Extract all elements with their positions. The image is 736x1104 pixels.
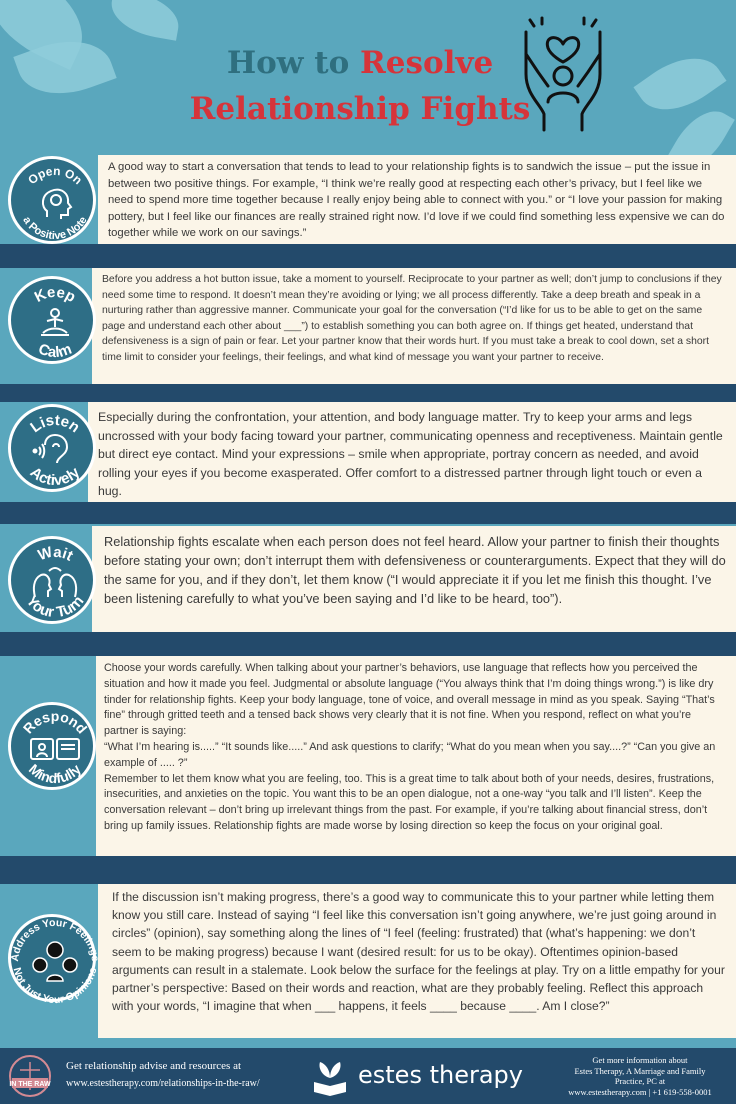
head-brain-icon bbox=[43, 190, 71, 219]
section-badge bbox=[8, 914, 102, 1007]
section-label-top: Respond bbox=[19, 707, 91, 737]
svg-text:Your Turn bbox=[23, 593, 88, 621]
section-card bbox=[96, 656, 736, 856]
chat-people-icon bbox=[31, 739, 79, 759]
section-body: If the discussion isn’t making progress, there’s a good way to communicate this to your partner while letting them know you still care. Instead of saying “I feel like this conversation isn’t going anywhere, we’re just going around in circles” (opinion), say something along the lines of “I feel (feeling: frustrated) that (what’s happening: we don’t seem to be making progress) because I want (desired result: for us to be okay). Oftentimes opinion-based arguments can result in a stalemate. Look below the surface for the feelings at play. Try on a little empathy for your partner’s perspective: Based on their words and reaction, what are they probably feeling. Reflect this approach with your words, “I imagine that when ___ happens, it feels ____ because ____. Am I close?” bbox=[112, 890, 725, 1014]
section-badge bbox=[8, 536, 96, 624]
in-the-raw-logo bbox=[8, 1054, 52, 1098]
svg-text:Wait bbox=[36, 543, 76, 564]
svg-text:Actively bbox=[27, 464, 84, 490]
title-line1-highlight: Resolve bbox=[360, 45, 494, 81]
svg-text:Listen bbox=[27, 412, 82, 436]
title-line2: Relationship Fights bbox=[189, 91, 531, 127]
three-faces-icon bbox=[33, 942, 77, 981]
section-label-top: Listen bbox=[27, 411, 83, 437]
ear-listening-icon bbox=[34, 435, 68, 463]
meditation-icon bbox=[41, 309, 69, 335]
section-badge bbox=[8, 702, 96, 790]
section-card bbox=[88, 402, 736, 502]
svg-text:Open On bbox=[25, 164, 85, 187]
section-card bbox=[92, 268, 736, 384]
section-badge bbox=[8, 156, 96, 244]
section-label-bottom: Actively bbox=[26, 463, 84, 490]
section-card bbox=[98, 884, 736, 1038]
footer-contact-link[interactable]: www.estestherapy.com | +1 619-558-0001 bbox=[568, 1086, 712, 1097]
brand-name: estes therapy bbox=[358, 1061, 523, 1089]
section-badge bbox=[8, 276, 96, 364]
section-body: Choose your words carefully. When talking about your partner’s behaviors, use language that reflects how you perceived the situation and how it made you feel. Judgmental or absolute language (“You always think that I’m doing things wrong.”) is like dry tinder for relationship fights. Keep your body language, tone of voice, and overall message in mind as you speak. Saying “That’s fine” through gritted teeth and a tensed back shows very clearly that it is not fine. When you respond, reflect on what you’re partner is saying: bbox=[104, 662, 715, 738]
hands-holding-heart-icon bbox=[518, 14, 608, 132]
section-card bbox=[92, 526, 736, 632]
section-label-top: Address Your Feelings bbox=[8, 916, 102, 963]
section-body: Before you address a hot button issue, take a moment to yourself. Reciprocate to your partner as well; don’t jump to conclusions if they need some time to respond. It doesn’t mean they’re avoiding or lying; we all process differently. Take a deep breath and speak in a nurturing rather than aggressive manner. Communicate your goal for the conversation (“I’d like for us to be able to get on the same page and understand each other about ___”) to establish something you can both agree on. If things get heated, understand that defensiveness is a sign of pain or fear. Let your partner know that their words hurt. If you must take a break to cool down, set a short time limit to consider your feelings, their feelings, and what kind of message you want your partner to receive. bbox=[102, 274, 722, 363]
section-label-bottom: Not Just Your Opinions bbox=[10, 966, 100, 1007]
section-band bbox=[0, 244, 736, 268]
section-body-quotes: “What I’m hearing is.....” “It sounds like.....” And ask questions to clarify; “What do you mean when you say....?” “Can you give an example of ..... ?” bbox=[104, 740, 716, 769]
section-label-top: Wait bbox=[35, 543, 76, 565]
section-band bbox=[0, 502, 736, 524]
svg-text:Not Just Your Opinions bbox=[11, 966, 100, 1006]
plant-book-icon bbox=[312, 1056, 348, 1096]
footer bbox=[0, 1048, 736, 1104]
section-body: Relationship fights escalate when each person does not feel heard. Allow your partner to finish their thoughts before stating your own; don’t interrupt them with defensiveness or counterarguments. Expect that they will do the same for you, and if they don’t, let them know (“I would appreciate it if you let me finish this thought. I’ve been listening carefully to what you’ve been saying and I’d like to be heard, too”). bbox=[104, 534, 726, 606]
section-band bbox=[0, 632, 736, 656]
svg-text:Mindfully bbox=[26, 761, 84, 787]
section-band bbox=[0, 384, 736, 402]
section-label-bottom: a Positive Note bbox=[20, 214, 90, 243]
svg-text:Respond bbox=[20, 708, 91, 737]
footer-resources-text: Get relationship advise and resources at bbox=[66, 1060, 242, 1072]
svg-text:a Positive Note bbox=[20, 215, 89, 242]
page-title bbox=[150, 40, 570, 132]
svg-text:Calm bbox=[36, 340, 74, 361]
footer-contact bbox=[550, 1055, 730, 1097]
footer-contact-line: Get more information about bbox=[592, 1055, 688, 1065]
section-label-bottom: Mindfully bbox=[25, 760, 85, 787]
footer-resources-link[interactable]: www.estestherapy.com/relationships-in-the-raw/ bbox=[66, 1078, 260, 1089]
section-card bbox=[98, 155, 736, 244]
section-body: A good way to start a conversation that tends to lead to your relationship fights is to sandwich the issue – put the issue in between two positive things. For example, “I think we’re really good at respecting each other’s privacy, but I feel like we need to spend more time together because I really enjoy being able to connect with you.” or “I love your passion for making pottery, but I feel like our finances are really strained right now. I’d love if we could find something less expensive we can do together while we work on our savings.” bbox=[108, 161, 725, 239]
section-body-continued: Remember to let them know what you are feeling, too. This is a great time to talk about both of your needs, desires, frustrations, insecurities, and anxieties on the topic. You want this to be an open dialogue, not a one-way “you talk and I’ll listen”. Keep the conversation relevant – don’t bring up irrelevant things from the past. For example, if you’re talking about financial stress, don’t bring up family issues. Relationship fights are made worse by losing direction so keep the focus on your original goal. bbox=[104, 772, 715, 832]
title-line1-prefix: How to bbox=[226, 45, 361, 81]
leaf-decoration bbox=[107, 0, 183, 41]
section-label-bottom: Your Turn bbox=[22, 592, 88, 622]
footer-contact-line: Estes Therapy, A Marriage and Family bbox=[574, 1065, 706, 1076]
logo-text: IN THE RAW bbox=[9, 1081, 51, 1088]
svg-text:Keep bbox=[32, 284, 79, 306]
section-label-top: Keep bbox=[31, 283, 79, 307]
section-label-bottom: Calm bbox=[35, 340, 75, 362]
section-label-top: Open On bbox=[25, 163, 85, 188]
section-band bbox=[0, 856, 736, 884]
two-heads-icon bbox=[34, 568, 76, 597]
footer-contact-line: Practice, PC at bbox=[614, 1076, 666, 1087]
section-badge bbox=[8, 404, 96, 492]
section-body: Especially during the confrontation, your attention, and body language matter. Try to keep your arms and legs uncrossed with your body facing toward your partner, communicating openness and receptiveness. Maintain gentle but direct eye contact. Mind your expressions – smile when appropriate, portray concern as needed, and avoid rolling your eyes if you become exasperated. Offer comfort to a distressed partner through light touch or even a hug. bbox=[98, 410, 723, 498]
